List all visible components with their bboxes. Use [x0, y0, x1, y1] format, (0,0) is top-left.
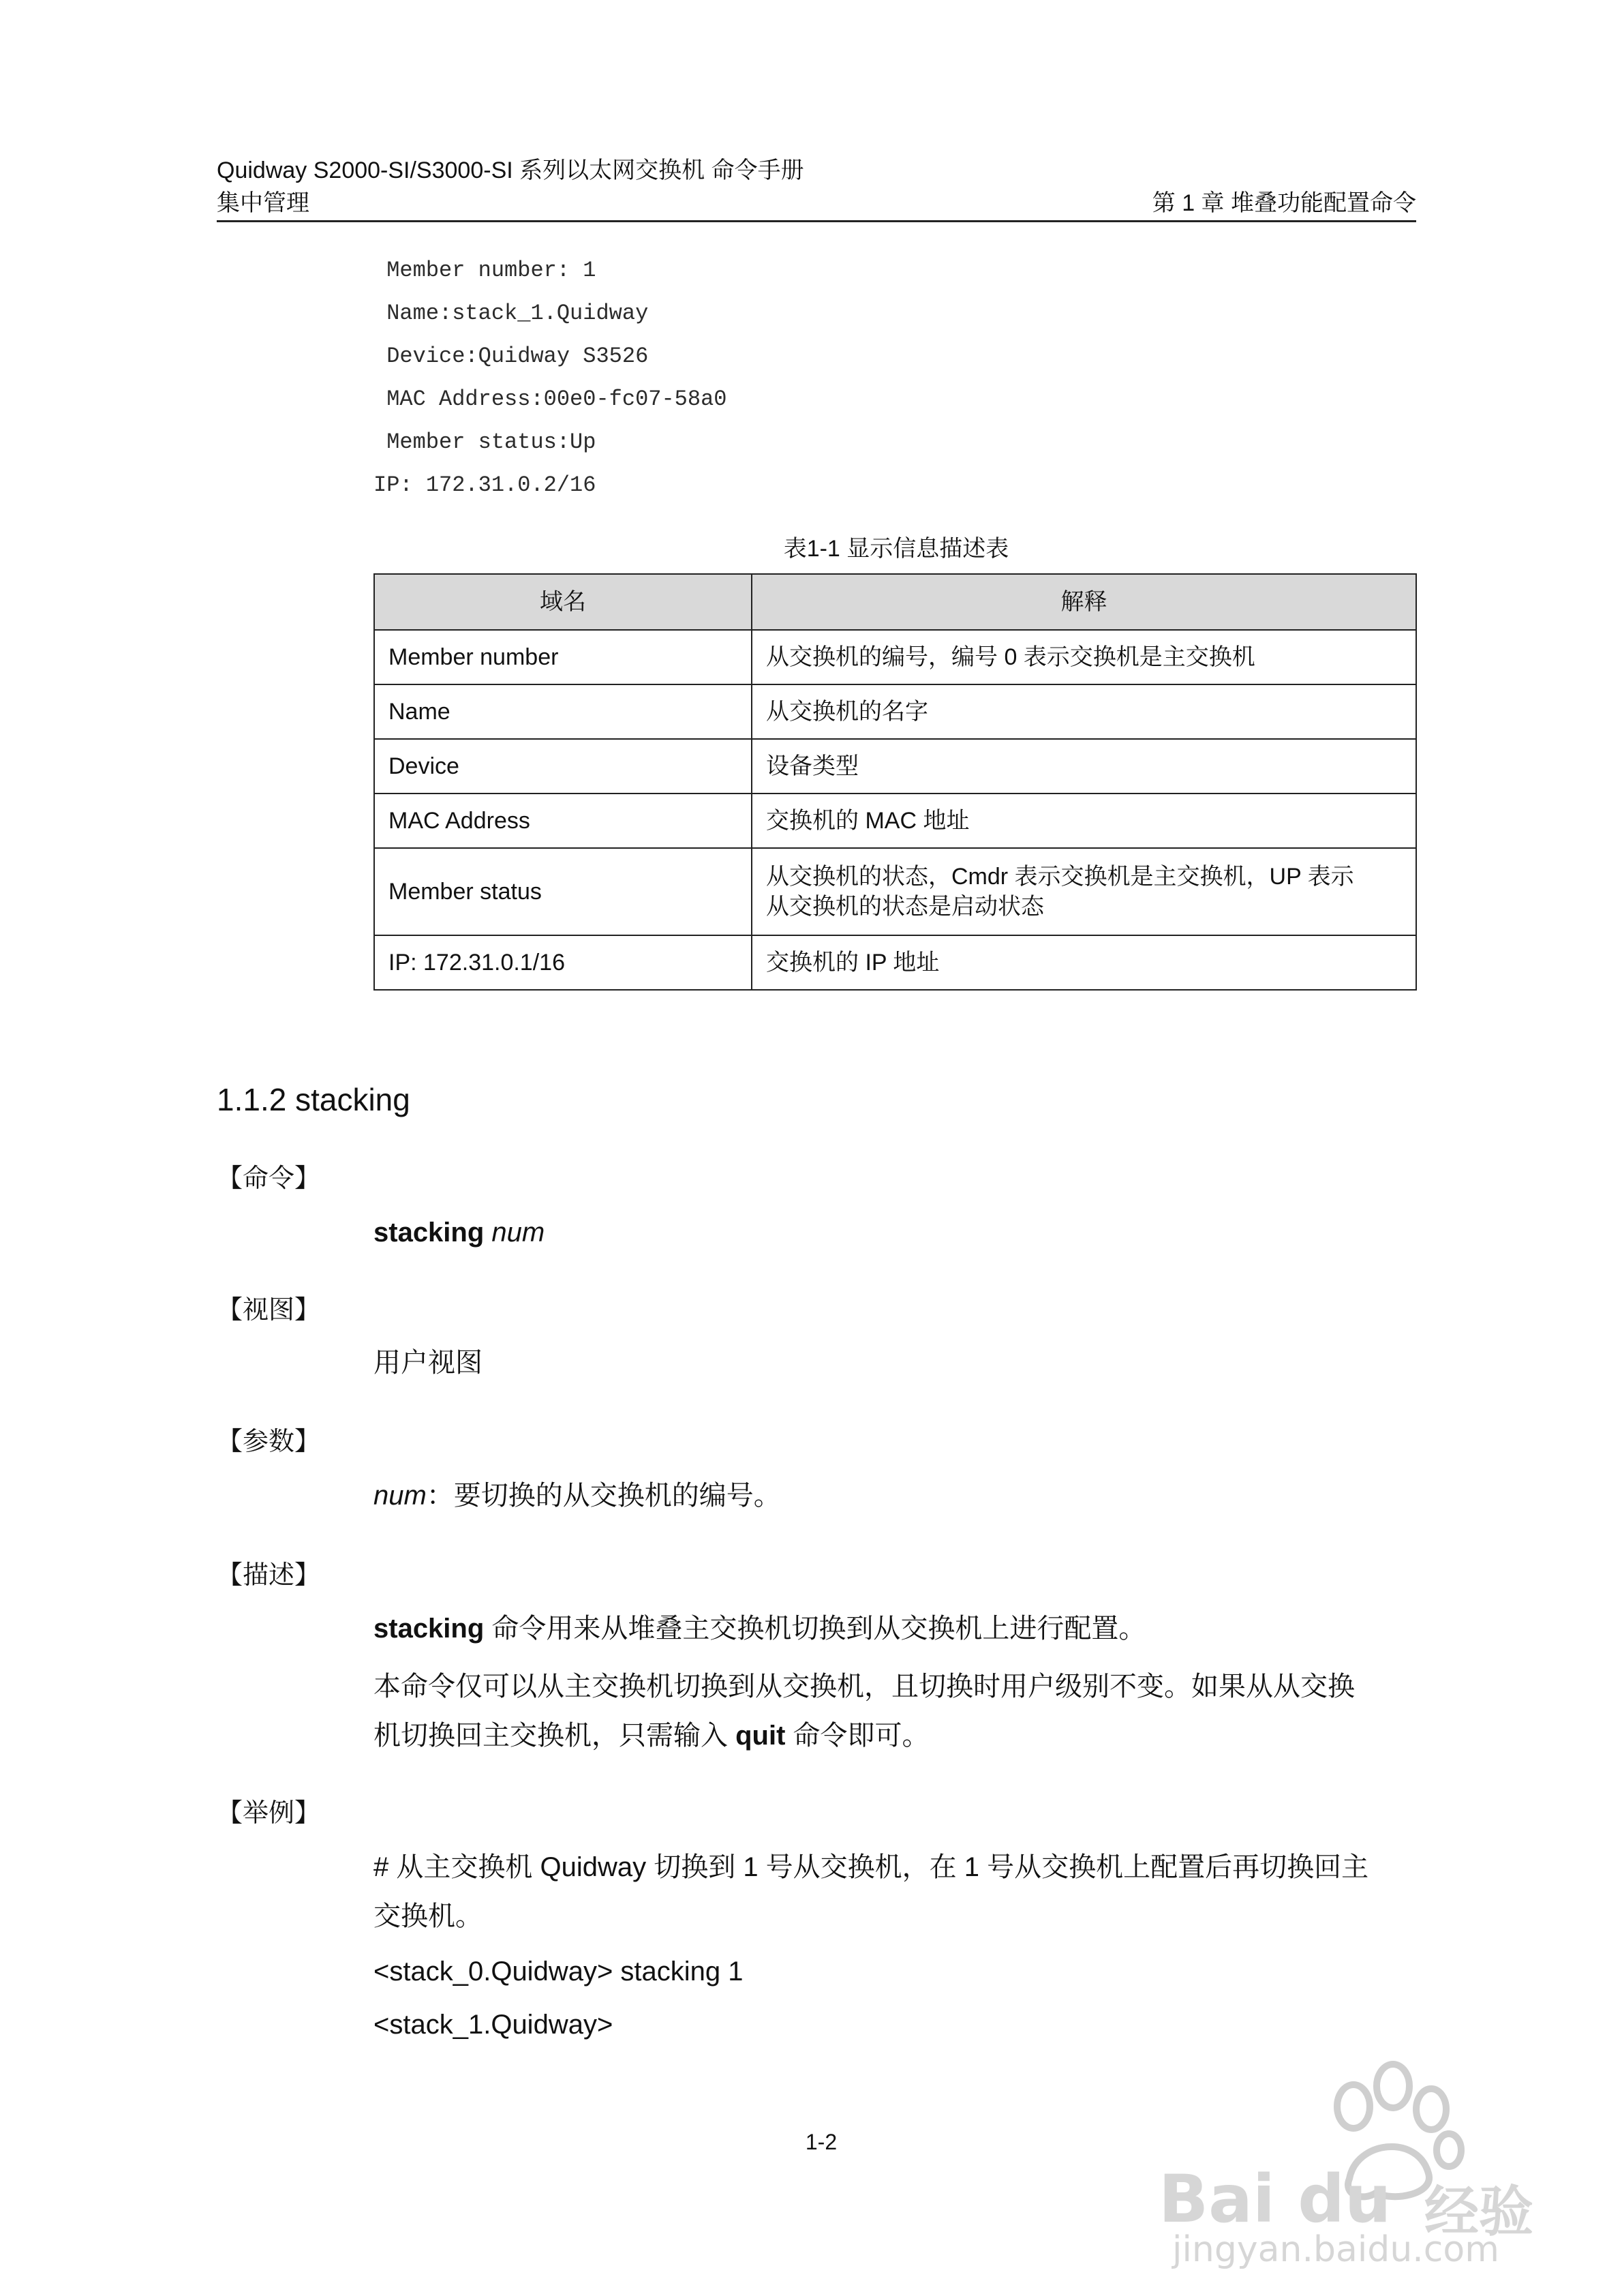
- page-number: 1-2: [805, 2130, 838, 2154]
- table-row: [374, 794, 1416, 848]
- doc-title: [217, 155, 804, 185]
- code-line: MAC Address:00e0-fc07-58a0: [373, 387, 727, 412]
- table-row: [374, 935, 1416, 990]
- table-header-row: [374, 574, 1416, 630]
- command-syntax: [373, 1208, 545, 1257]
- table-cell-field: Member number: [374, 630, 752, 684]
- section-heading: 1.1.2 stacking: [217, 1082, 410, 1117]
- table-cell-desc: 交换机的 MAC 地址: [752, 794, 1416, 848]
- watermark-brand: Bai du: [1159, 2161, 1392, 2237]
- code-line: Name:stack_1.Quidway: [373, 301, 649, 326]
- desc-text: 命令用来从堆叠主交换机切换到从交换机上进行配置。: [484, 1614, 1146, 1644]
- table-cell-field: MAC Address: [374, 794, 752, 848]
- desc-keyword: stacking: [373, 1614, 485, 1644]
- command-param: num: [491, 1218, 545, 1248]
- table-row: [374, 848, 1416, 935]
- table-cell-desc: 从交换机的名字: [752, 684, 1416, 739]
- header-rule: [217, 220, 1416, 222]
- table-cell-desc-line: 从交换机的状态是启动状态: [766, 894, 1044, 920]
- baidu-watermark: [1159, 2059, 1595, 2270]
- code-line: Device:Quidway S3526: [373, 344, 649, 369]
- quit-keyword: quit: [735, 1721, 786, 1751]
- table-cell-field: Name: [374, 684, 752, 739]
- table-row: [374, 684, 1416, 739]
- table-cell-field: Member status: [374, 848, 752, 935]
- desc-text: 机切换回主交换机，只需输入: [373, 1721, 736, 1751]
- param-line: [373, 1471, 781, 1520]
- table-cell-desc-line: 从交换机的状态，Cmdr 表示交换机是主交换机，UP 表示: [766, 864, 1354, 890]
- table-row: [374, 630, 1416, 684]
- table-header-desc: 解释: [752, 574, 1416, 630]
- view-text: 用户视图: [373, 1348, 483, 1378]
- example-command: <stack_0.Quidway> stacking 1: [373, 1957, 744, 1987]
- desc-paragraph-2-line-2: [373, 1711, 930, 1760]
- doc-title-latin: Quidway S2000-SI/S3000-SI: [217, 157, 513, 183]
- command-label: 【命令】: [217, 1164, 321, 1193]
- table-cell-desc: 交换机的 IP 地址: [752, 935, 1416, 990]
- doc-title-cjk: 系列以太网交换机 命令手册: [519, 157, 804, 183]
- example-text-line-1: # 从主交换机 Quidway 切换到 1 号从交换机，在 1 号从交换机上配置后再切换回主: [373, 1852, 1369, 1882]
- table-caption: 表1-1 显示信息描述表: [783, 536, 1009, 562]
- table-cell-field: IP: 172.31.0.1/16: [374, 935, 752, 990]
- desc-text: 命令即可。: [785, 1721, 930, 1751]
- param-name: num: [373, 1481, 427, 1511]
- desc-paragraph-2-line-1: 本命令仅可以从主交换机切换到从交换机，且切换时用户级别不变。如果从从交换: [373, 1672, 1355, 1702]
- code-line: Member status:Up: [373, 429, 596, 455]
- watermark-url: jingyan.baidu.com: [1172, 2229, 1499, 2270]
- desc-label: 【描述】: [217, 1561, 321, 1590]
- params-label: 【参数】: [217, 1428, 321, 1456]
- table-cell-desc: [752, 848, 1416, 935]
- table-cell-desc: 设备类型: [752, 739, 1416, 794]
- watermark-brand-cjk: 经验: [1424, 2180, 1533, 2244]
- example-label: 【举例】: [217, 1799, 321, 1828]
- code-line: IP: 172.31.0.2/16: [373, 472, 596, 498]
- table-row: [374, 739, 1416, 794]
- view-label: 【视图】: [217, 1296, 321, 1325]
- example-command: <stack_1.Quidway>: [373, 2010, 613, 2040]
- table-cell-desc: 从交换机的编号，编号 0 表示交换机是主交换机: [752, 630, 1416, 684]
- example-text-line-2: 交换机。: [373, 1901, 483, 1931]
- table-cell-field: Device: [374, 739, 752, 794]
- header-chapter: 第 1 章 堆叠功能配置命令: [1152, 190, 1416, 216]
- code-line: Member number: 1: [373, 258, 596, 283]
- header-section: 集中管理: [217, 190, 309, 216]
- table-header-field: 域名: [374, 574, 752, 630]
- desc-paragraph-1: [373, 1604, 1146, 1653]
- command-keyword: stacking: [373, 1218, 485, 1248]
- param-desc: ：要切换的从交换机的编号。: [426, 1481, 781, 1511]
- description-table: [373, 573, 1417, 991]
